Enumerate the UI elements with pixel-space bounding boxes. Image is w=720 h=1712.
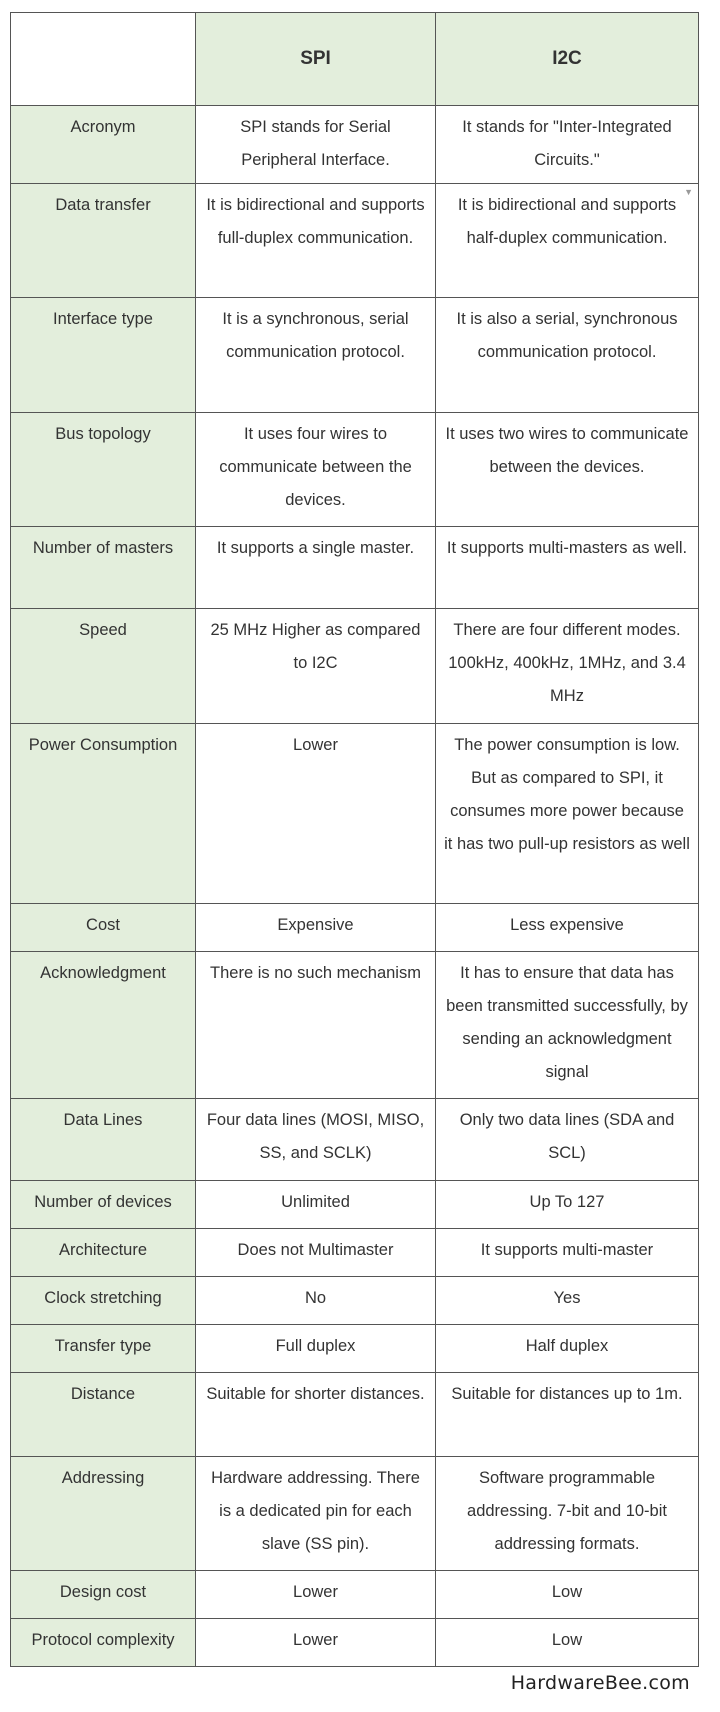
i2c-cell: There are four different modes. 100kHz, 400kHz, 1MHz, and 3.4 MHz	[436, 609, 699, 724]
header-spi: SPI	[196, 13, 436, 106]
i2c-cell	[436, 184, 699, 298]
i2c-cell: It uses two wires to communicate between the devices.	[436, 413, 699, 527]
i2c-cell: Up To 127	[436, 1181, 699, 1229]
row-label: Acronym	[11, 106, 196, 184]
header-i2c: I2C	[436, 13, 699, 106]
i2c-cell: It has to ensure that data has been transmitted successfully, by sending an acknowledgment signal	[436, 952, 699, 1099]
i2c-cell: It stands for "Inter-Integrated Circuits."	[436, 106, 699, 184]
i2c-cell: Less expensive	[436, 904, 699, 952]
i2c-cell: It is also a serial, synchronous communication protocol.	[436, 298, 699, 413]
spi-cell: There is no such mechanism	[196, 952, 436, 1099]
table-row	[11, 298, 699, 413]
table-header	[11, 13, 699, 106]
row-label: Interface type	[11, 298, 196, 413]
table-row	[11, 1181, 699, 1229]
i2c-cell: It supports multi-masters as well.	[436, 527, 699, 609]
table-row	[11, 527, 699, 609]
row-label: Distance	[11, 1373, 196, 1457]
row-label: Speed	[11, 609, 196, 724]
table-row	[11, 724, 699, 904]
table-row	[11, 1099, 699, 1181]
spi-cell: SPI stands for Serial Peripheral Interface.	[196, 106, 436, 184]
spi-cell: Full duplex	[196, 1325, 436, 1373]
i2c-cell: Half duplex	[436, 1325, 699, 1373]
table-row	[11, 1619, 699, 1667]
comparison-table	[10, 12, 699, 1667]
table-row	[11, 1457, 699, 1571]
i2c-cell: Yes	[436, 1277, 699, 1325]
row-label: Number of devices	[11, 1181, 196, 1229]
spi-cell: It is a synchronous, serial communication protocol.	[196, 298, 436, 413]
header-corner-cell	[11, 13, 196, 106]
spi-cell: No	[196, 1277, 436, 1325]
i2c-cell: The power consumption is low. But as compared to SPI, it consumes more power because it has two pull-up resistors as well	[436, 724, 699, 904]
table-body	[11, 106, 699, 1667]
spi-cell: Four data lines (MOSI, MISO, SS, and SCLK)	[196, 1099, 436, 1181]
row-label: Cost	[11, 904, 196, 952]
header-row	[11, 13, 699, 106]
row-label: Architecture	[11, 1229, 196, 1277]
i2c-cell: Suitable for distances up to 1m.	[436, 1373, 699, 1457]
table-row	[11, 184, 699, 298]
i2c-cell: Only two data lines (SDA and SCL)	[436, 1099, 699, 1181]
table-row	[11, 413, 699, 527]
spi-cell: Unlimited	[196, 1181, 436, 1229]
row-label: Data Lines	[11, 1099, 196, 1181]
spi-cell: Hardware addressing. There is a dedicated pin for each slave (SS pin).	[196, 1457, 436, 1571]
spi-cell: Expensive	[196, 904, 436, 952]
spi-cell: Suitable for shorter distances.	[196, 1373, 436, 1457]
spi-cell: It uses four wires to communicate between the devices.	[196, 413, 436, 527]
watermark-text: HardwareBee.com	[510, 1672, 690, 1694]
row-label: Bus topology	[11, 413, 196, 527]
i2c-cell-text: It is bidirectional and supports half-duplex communication.	[457, 196, 677, 247]
row-label: Number of masters	[11, 527, 196, 609]
row-label: Power Consumption	[11, 724, 196, 904]
spi-cell: Lower	[196, 724, 436, 904]
table-row	[11, 1373, 699, 1457]
i2c-cell: Low	[436, 1619, 699, 1667]
row-label: Transfer type	[11, 1325, 196, 1373]
i2c-cell: Low	[436, 1571, 699, 1619]
spi-cell: It supports a single master.	[196, 527, 436, 609]
row-label: Protocol complexity	[11, 1619, 196, 1667]
table-row	[11, 1229, 699, 1277]
dropdown-marker-icon: ▼	[684, 187, 693, 197]
spi-cell: 25 MHz Higher as compared to I2C	[196, 609, 436, 724]
row-label: Design cost	[11, 1571, 196, 1619]
row-label: Acknowledgment	[11, 952, 196, 1099]
spi-cell: Lower	[196, 1619, 436, 1667]
row-label: Data transfer	[11, 184, 196, 298]
i2c-cell: Software programmable addressing. 7-bit and 10-bit addressing formats.	[436, 1457, 699, 1571]
table-row	[11, 904, 699, 952]
table-row	[11, 609, 699, 724]
table-row	[11, 1277, 699, 1325]
row-label: Clock stretching	[11, 1277, 196, 1325]
table-row	[11, 106, 699, 184]
spi-cell: Does not Multimaster	[196, 1229, 436, 1277]
table-row	[11, 1325, 699, 1373]
spi-cell: It is bidirectional and supports full-duplex communication.	[196, 184, 436, 298]
table-row	[11, 952, 699, 1099]
spi-cell: Lower	[196, 1571, 436, 1619]
row-label: Addressing	[11, 1457, 196, 1571]
i2c-cell: It supports multi-master	[436, 1229, 699, 1277]
table-row	[11, 1571, 699, 1619]
